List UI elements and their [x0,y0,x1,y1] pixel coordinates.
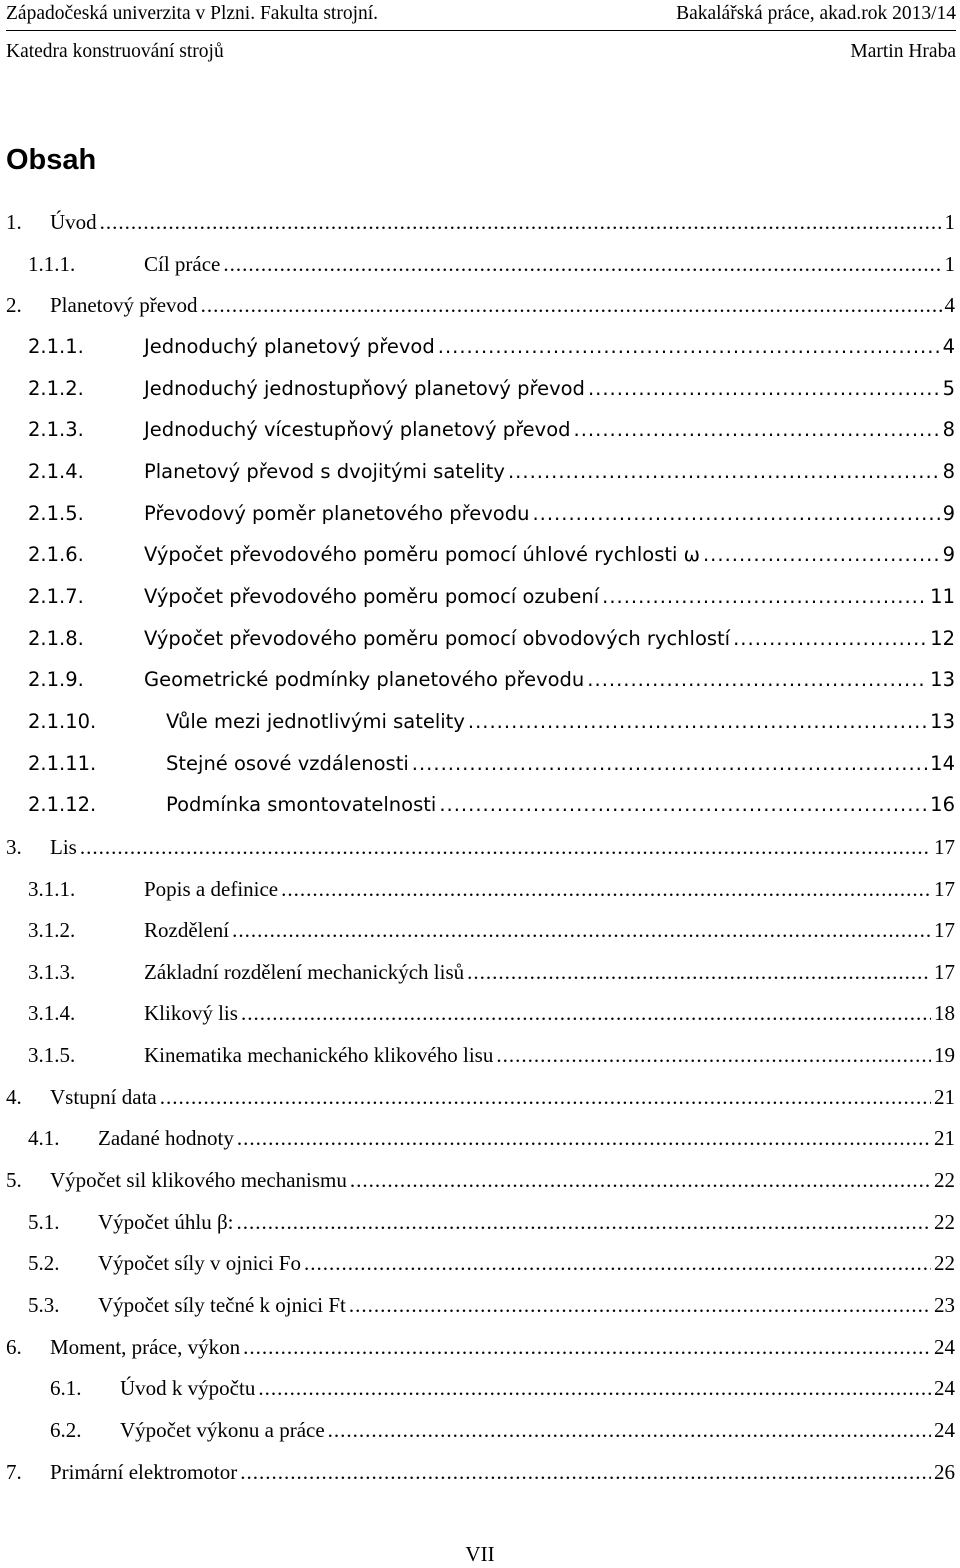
toc-entry-title: Úvod k výpočtu [120,1376,256,1401]
header-university: Západočeská univerzita v Plzni. Fakulta strojní. [6,3,379,24]
toc-entry-number: 2.1.5. [28,501,84,525]
dot-leader [80,835,931,860]
toc-entry-title: Geometrické podmínky planetového převodu [144,668,585,692]
toc-entry-title: Klikový lis [144,1001,238,1026]
dot-leader [237,1126,931,1151]
toc-entry[interactable] [0,1085,960,1127]
toc-entry-number: 3. [6,834,22,859]
toc-entry-number: 4. [6,1084,22,1109]
toc-entry-number: 7. [6,1459,22,1484]
toc-entry-number: 2.1.10. [28,709,97,733]
toc-entry-title: Kinematika mechanického klikového lisu [144,1043,494,1068]
toc-entry-page: 1 [944,210,955,234]
dot-leader [281,877,931,902]
toc-entry-number: 2.1.12. [28,793,97,817]
toc-entry[interactable] [0,918,960,960]
toc-entry[interactable] [0,460,960,502]
toc-entry-number: 3.1.3. [28,959,76,984]
dot-leader [160,1085,931,1110]
toc-entry-number: 5.1. [28,1209,60,1234]
toc-entry-title: Popis a definice [144,876,279,901]
toc-entry[interactable] [0,377,960,419]
toc-entry-title: Výpočet síly tečné k ojnici Ft [98,1293,346,1318]
dot-leader [733,627,927,650]
toc-entry[interactable] [0,1210,960,1252]
page-title: Obsah [6,144,97,176]
dot-leader [349,1293,931,1318]
toc-entry-page: 22 [934,1168,955,1193]
toc-entry-number: 1. [6,210,22,234]
dot-leader [703,543,940,566]
toc-entry-page: 18 [934,1001,955,1026]
dot-leader [201,293,942,318]
dot-leader [258,1376,931,1401]
dot-leader [328,1418,931,1443]
toc-entry-page: 12 [930,626,955,650]
dot-leader [100,210,942,235]
dot-leader [241,1001,931,1026]
header-author: Martin Hraba [850,41,956,62]
toc-entry[interactable] [0,1293,960,1335]
toc-entry-page: 22 [934,1209,955,1234]
dot-leader [587,668,927,691]
dot-leader [467,960,931,985]
dot-leader [496,1043,931,1068]
toc-entry-title: Výpočet výkonu a práce [120,1418,325,1443]
toc-entry-page: 21 [934,1126,955,1151]
dot-leader [508,460,940,483]
toc-entry[interactable] [0,1335,960,1377]
toc-entry-number: 2.1.4. [28,459,84,483]
toc-entry-page: 16 [930,793,955,817]
toc-entry[interactable] [0,1126,960,1168]
toc-entry-number: 2.1.7. [28,584,84,608]
dot-leader [532,502,939,525]
toc-entry[interactable] [0,1376,960,1418]
toc-entry-number: 3.1.2. [28,918,76,943]
dot-leader [240,1460,931,1485]
toc-entry[interactable] [0,835,960,877]
toc-entry-number: 2.1.11. [28,751,97,775]
toc-entry-number: 3.1.1. [28,876,76,901]
dot-leader [588,377,940,400]
toc-entry-title: Základní rozdělení mechanických lisů [144,959,465,984]
table-of-contents [0,210,960,1501]
toc-entry-title: Moment, práce, výkon [50,1334,241,1359]
toc-entry-page: 8 [942,418,955,442]
toc-entry-page: 9 [942,501,955,525]
toc-entry-number: 1.1.1. [28,251,76,276]
toc-entry-number: 3.1.4. [28,1001,76,1026]
dot-leader [439,793,927,816]
toc-entry[interactable] [0,960,960,1002]
toc-entry-number: 2.1.1. [28,334,84,358]
toc-entry[interactable] [0,877,960,919]
toc-entry-title: Výpočet úhlu β: [98,1209,234,1234]
toc-entry-title: Vůle mezi jednotlivými satelity [166,709,465,733]
toc-entry-title: Jednoduchý planetový převod [144,334,435,358]
toc-entry[interactable] [0,502,960,544]
toc-entry-title: Výpočet převodového poměru pomocí obvodových rychlostí [144,626,731,650]
toc-entry[interactable] [0,585,960,627]
toc-entry-page: 13 [930,709,955,733]
toc-entry[interactable] [0,210,960,252]
toc-entry-page: 9 [942,543,955,567]
toc-entry-number: 2.1.6. [28,543,84,567]
toc-entry-page: 22 [934,1251,955,1276]
toc-entry-page: 21 [934,1084,955,1109]
dot-leader [412,752,927,775]
dot-leader [304,1251,931,1276]
dot-leader [574,418,940,441]
toc-entry-page: 17 [934,834,955,859]
toc-entry-page: 4 [944,293,955,318]
toc-entry-page: 17 [934,959,955,984]
toc-entry[interactable] [0,418,960,460]
toc-entry[interactable] [0,335,960,377]
toc-entry[interactable] [0,1251,960,1293]
dot-leader [243,1335,931,1360]
toc-entry-title: Jednoduchý vícestupňový planetový převod [144,418,571,442]
toc-entry-title: Převodový poměr planetového převodu [144,501,530,525]
toc-entry-page: 1 [944,251,955,276]
toc-entry-number: 5. [6,1168,22,1193]
toc-entry-title: Podmínka smontovatelnosti [166,793,437,817]
header-thesis: Bakalářská práce, akad.rok 2013/14 [676,3,956,24]
toc-entry[interactable] [0,1418,960,1460]
toc-entry-number: 2.1.2. [28,376,84,400]
header-department: Katedra konstruování strojů [6,41,224,62]
toc-entry-title: Výpočet síly v ojnici Fo [98,1251,301,1276]
toc-entry-page: 24 [934,1334,955,1359]
toc-entry-number: 4.1. [28,1126,60,1151]
toc-entry-title: Výpočet převodového poměru pomocí úhlové rychlosti ω [144,543,700,567]
dot-leader [350,1168,931,1193]
toc-entry-page: 24 [934,1376,955,1401]
toc-entry[interactable] [0,1001,960,1043]
toc-entry-title: Rozdělení [144,918,230,943]
toc-entry-title: Primární elektromotor [50,1459,238,1484]
toc-entry-number: 6.2. [50,1418,82,1443]
header-rule [6,30,956,31]
toc-entry-number: 5.2. [28,1251,60,1276]
toc-entry-number: 2. [6,293,22,318]
dot-leader [468,710,927,733]
toc-entry-page: 8 [942,459,955,483]
toc-entry-title: Cíl práce [144,251,221,276]
toc-entry-page: 4 [942,334,955,358]
toc-entry-number: 3.1.5. [28,1043,76,1068]
toc-entry-page: 17 [934,918,955,943]
toc-entry-title: Výpočet převodového poměru pomocí ozubení [144,584,600,608]
toc-entry-title: Úvod [50,210,97,234]
dot-leader [232,918,931,943]
toc-entry-page: 13 [930,668,955,692]
toc-entry-title: Lis [50,834,77,859]
toc-entry[interactable] [0,627,960,669]
dot-leader [223,252,941,277]
toc-entry[interactable] [0,1043,960,1085]
page-number: VII [465,1542,495,1566]
toc-entry[interactable] [0,668,960,710]
toc-entry-number: 6. [6,1334,22,1359]
toc-entry[interactable] [0,710,960,752]
toc-entry-page: 5 [942,376,955,400]
toc-entry-page: 23 [934,1293,955,1318]
toc-entry-number: 2.1.3. [28,418,84,442]
toc-entry-title: Výpočet sil klikového mechanismu [50,1168,347,1193]
toc-entry-page: 24 [934,1418,955,1443]
toc-entry-title: Planetový převod s dvojitými satelity [144,459,505,483]
toc-entry-number: 2.1.9. [28,668,84,692]
toc-entry[interactable] [0,252,960,294]
toc-entry[interactable] [0,793,960,835]
toc-entry-title: Jednoduchý jednostupňový planetový převod [144,376,585,400]
toc-entry[interactable] [0,1460,960,1502]
toc-entry[interactable] [0,752,960,794]
toc-entry-page: 26 [934,1459,955,1484]
dot-leader [438,335,940,358]
dot-leader [237,1210,932,1235]
toc-entry-page: 17 [934,876,955,901]
toc-entry-number: 6.1. [50,1376,82,1401]
dot-leader [602,585,927,608]
toc-entry-page: 14 [930,751,955,775]
toc-entry-page: 19 [934,1043,955,1068]
toc-entry-title: Planetový převod [50,293,198,318]
toc-entry-title: Zadané hodnoty [98,1126,234,1151]
toc-entry-title: Vstupní data [50,1084,157,1109]
toc-entry[interactable] [0,293,960,335]
toc-entry-title: Stejné osové vzdálenosti [166,751,409,775]
toc-entry[interactable] [0,1168,960,1210]
toc-entry-number: 2.1.8. [28,626,84,650]
toc-entry[interactable] [0,543,960,585]
toc-entry-number: 5.3. [28,1293,60,1318]
toc-entry-page: 11 [930,584,955,608]
